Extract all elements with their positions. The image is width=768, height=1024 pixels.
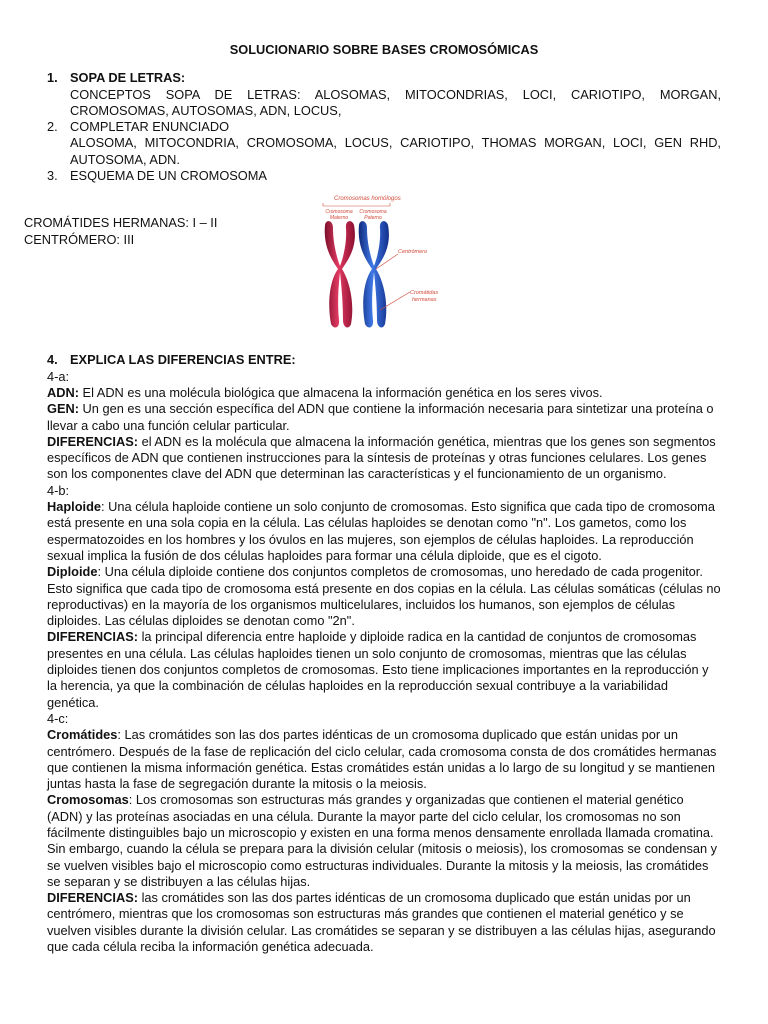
chromatids-term: Cromátides [47, 727, 118, 743]
section-4-title: EXPLICA LAS DIFERENCIAS ENTRE: [70, 352, 296, 368]
chromatids-label-1: Cromátidas [410, 290, 439, 297]
section-3-title: ESQUEMA DE UN CROMOSOMA [70, 168, 267, 184]
section-4 [47, 352, 721, 368]
differences-4a-text: el ADN es la molécula que almacena la información genética, mientras que los genes son segmentos específicos de ADN que contienen instrucciones para la síntesis de proteínas y otras funciones celulares. Los genes son los componentes clave del ADN que determinan las características y el funcionamiento de un organismo. [47, 433, 716, 482]
differences-4c-term: DIFERENCIAS: [47, 890, 139, 906]
centromere-answer: CENTRÓMERO: III [24, 231, 135, 247]
document-page [24, 42, 721, 955]
differences-4c-text: las cromátides son las dos partes idénticas de un cromosoma duplicado que están unidas por un centrómero, mientras que los cromosomas son estructuras más grandes que contienen el material genético y se vuelven visibles durante la división celular. Las cromátides se separan y se distribuyen a las células hijas, asegurando que cada célula reciba la información genética adecuada. [47, 890, 716, 955]
section-2-number: 2. [47, 119, 58, 135]
chromosome-answers [24, 215, 217, 248]
paternal-chromosome [359, 222, 389, 328]
haploid-term: Haploide [47, 499, 102, 515]
diploid-term: Diploide [47, 564, 98, 580]
adn-definition [47, 385, 721, 401]
section-1-number: 1. [47, 70, 58, 86]
differences-4b-term: DIFERENCIAS: [47, 629, 139, 645]
paternal-label-2: Paterno [364, 215, 382, 222]
differences-4a-term: DIFERENCIAS: [47, 433, 139, 449]
section-3 [47, 168, 721, 184]
chromatids-label-2: hermanas [412, 297, 437, 304]
document-title: SOLUCIONARIO SOBRE BASES CROMOSÓMICAS [229, 42, 539, 57]
section-2-heading [47, 119, 721, 135]
chromosomes-term: Cromosomas [47, 792, 129, 808]
section-3-body [24, 184, 721, 348]
maternal-chromosome [325, 222, 355, 328]
section-3-number: 3. [47, 168, 58, 184]
paternal-label-1: Cromosoma [359, 209, 387, 216]
section-3-heading [47, 168, 721, 184]
adn-term: ADN: [47, 384, 79, 400]
section-1-heading [47, 70, 721, 86]
section-4-heading [47, 352, 721, 368]
maternal-label-1: Cromosoma [325, 209, 353, 216]
section-2-title: COMPLETAR ENUNCIADO [70, 119, 230, 135]
gen-term: GEN: [47, 401, 79, 417]
part-4b-label: 4-b: [47, 482, 70, 498]
homologous-label: Cromosomas homólogos [334, 196, 401, 203]
adn-text: El ADN es una molécula biológica que almacena la información genética en los seres vivos. [79, 384, 603, 400]
homologous-bracket [323, 203, 390, 206]
chromosomes-text: : Los cromosomas son estructuras más grandes y organizadas que contienen el material genético (ADN) y las proteínas asociadas en una célula. Durante la mayor parte del ciclo celular, los cromosomas no son fácilmente distinguibles bajo un microscopio y existen en una forma menos densamente enrollada llamada cromatina. Sin embargo, cuando la célula se prepara para la división celular (mitosis o meiosis), los cromosomas se condensan y se vuelven visibles bajo el microscopio como estructuras individuales. Durante la mitosis y la meiosis, las cromátides se separan y se distribuyen a las células hijas. [47, 792, 718, 889]
centromere-label: Centrómero [398, 249, 428, 256]
diploid-text: : Una célula diploide contiene dos conjuntos completos de cromosomas, uno heredado de cada progenitor. Esto significa que cada tipo de cromosoma está presente en dos copias en la célula. Las células somáticas (células no reproductivas) en la mayoría de los organismos multicelulares, incluidos los humanos, son ejemplos de células diploides. Las células diploides se denotan como "2n". [47, 564, 721, 629]
diploid-definition [47, 564, 721, 629]
gen-text: Un gen es una sección específica del ADN que contiene la información necesaria para sintetizar una proteína o llevar a cabo una función celular particular. [47, 401, 714, 433]
section-1-text: CONCEPTOS SOPA DE LETRAS: ALOSOMAS, MITOCONDRIAS, LOCI, CARIOTIPO, MORGAN, CROMOSOMAS, AUTOSOMAS, ADN, LOCUS, [70, 86, 721, 118]
gen-definition [47, 401, 721, 434]
differences-4a [47, 434, 721, 483]
section-1 [47, 70, 721, 86]
differences-4b-text: la principal diferencia entre haploide y diploide radica en la cantidad de conjuntos de cromosomas presentes en una célula. Las células haploides tienen un solo conjunto de cromosomas, mientras que las células diploides tienen dos conjuntos completos de cromosomas. Esto tiene implicaciones importantes en la reproducción y la herencia, ya que la combinación de células haploides en la reproducción sexual contribuye a la variabilidad genética. [47, 629, 709, 710]
section-2 [47, 119, 721, 135]
part-4c-label: 4-c: [47, 710, 69, 726]
chromatids-text: : Las cromátides son las dos partes idénticas de un cromosoma duplicado que están unidas por un centrómero. Después de la fase de replicación del ciclo celular, cada cromosoma consta de dos cromátides hermanas que contienen la misma información genética. Estas cromátides están unidas a lo largo de su longitud y se mantienen juntas hasta la fase de segregación durante la mitosis o la meiosis. [47, 727, 717, 792]
maternal-label-2: Materno [329, 215, 349, 222]
haploid-text: : Una célula haploide contiene un solo conjunto de cromosomas. Esto significa que cada tipo de cromosoma está presente en una sola copia en la célula. Las células haploides se denotan como "n". Los gametos, como los espermatozoides en los hombres y los óvulos en las mujeres, son ejemplos de células haploides. La reproducción sexual implica la fusión de dos células haploides para formar una célula diploide, que es el cigoto. [47, 499, 715, 563]
differences-4c [47, 890, 721, 955]
differences-4b [47, 629, 721, 710]
chromatids-definition [47, 727, 721, 792]
section-1-title: SOPA DE LETRAS: [70, 70, 186, 86]
section-2-text: ALOSOMA, MITOCONDRIA, CROMOSOMA, LOCUS, CARIOTIPO, THOMAS MORGAN, LOCI, GEN RHD, AUTOSOMA, ADN. [70, 135, 721, 167]
sister-chromatids-answer: CROMÁTIDES HERMANAS: I – II [24, 215, 218, 231]
section-4-number: 4. [47, 352, 58, 368]
chromosomes-definition [47, 792, 721, 890]
haploid-definition [47, 499, 721, 564]
part-4a-label: 4-a: [47, 368, 70, 384]
chromosome-diagram [318, 192, 448, 337]
